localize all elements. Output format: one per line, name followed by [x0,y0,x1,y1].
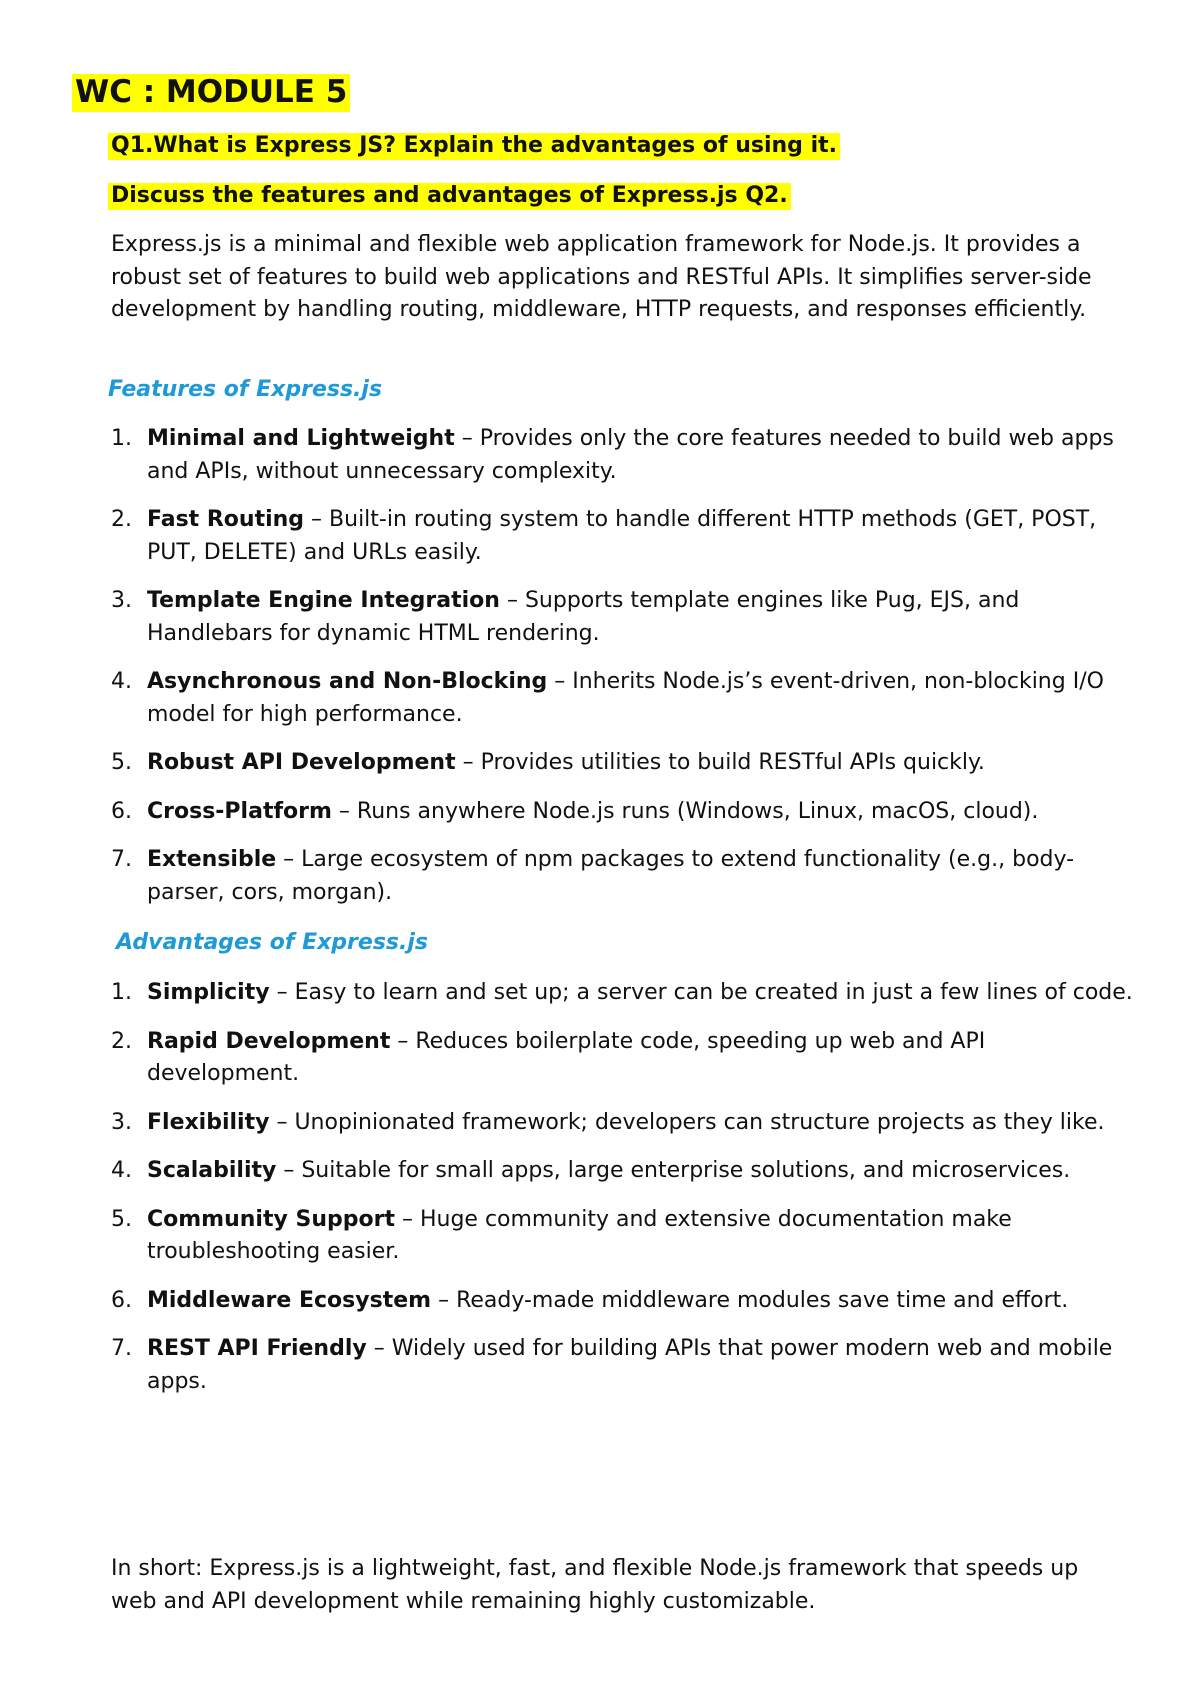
list-number: 6. [111,1287,132,1313]
list-number: 1. [111,980,132,1005]
list-number: 2. [111,507,132,532]
list-number: 4. [111,669,132,694]
feature-description: – Built-in routing system to handle different HTTP methods (GET, POST, PUT, DELETE) and URLs easily. [147,507,1097,565]
advantage-term: Simplicity [147,980,270,1005]
advantage-item [0,1155,1137,1188]
list-number: 3. [111,588,132,613]
list-number: 7. [111,1336,132,1361]
question-1-text: Q1.What is Express JS? Explain the advantages of using it. [108,133,840,160]
feature-term: Robust API Development [147,750,456,775]
advantage-term: REST API Friendly [147,1336,367,1361]
advantage-description: – Widely used for building APIs that power modern web and mobile apps. [147,1336,1113,1394]
list-number: 4. [111,1158,132,1183]
advantage-term: Community Support [147,1206,395,1232]
advantage-item [0,977,1137,1010]
feature-term: Fast Routing [147,507,305,532]
list-number: 5. [111,1206,132,1232]
list-number: 3. [111,1109,132,1135]
question-2-text: Discuss the features and advantages of Express.js Q2. [108,183,791,210]
feature-item [0,585,1137,650]
advantages-list [0,977,1200,1414]
advantage-term: Flexibility [147,1109,270,1135]
advantage-description: – Ready-made middleware modules save time and effort. [431,1287,1069,1313]
advantage-term: Rapid Development [147,1028,391,1054]
advantage-item [0,1026,1137,1091]
feature-description: – Supports template engines like Pug, EJS, and Handlebars for dynamic HTML rendering. [147,588,1020,646]
feature-item [0,666,1137,731]
features-heading: Features of Express.js [108,377,383,402]
feature-description: – Provides utilities to build RESTful APIs quickly. [455,750,985,775]
advantage-description: – Reduces boilerplate code, speeding up web and API development. [147,1028,986,1086]
feature-item [0,423,1137,488]
feature-description: – Runs anywhere Node.js runs (Windows, Linux, macOS, cloud). [331,798,1039,824]
document-title [72,72,350,112]
question-1 [108,131,840,161]
feature-term: Minimal and Lightweight [147,426,455,451]
feature-item [0,747,1137,780]
list-number: 7. [111,847,132,872]
feature-description: – Inherits Node.js’s event-driven, non-blocking I/O model for high performance. [147,669,1104,727]
advantage-item [0,1333,1137,1398]
feature-term: Extensible [147,847,277,872]
feature-description: – Large ecosystem of npm packages to extend functionality (e.g., body-parser, cors, morgan). [147,847,1075,905]
feature-item [0,504,1137,569]
list-number: 5. [111,750,132,775]
advantage-item [0,1285,1137,1318]
advantage-term: Middleware Ecosystem [147,1287,432,1313]
feature-item [0,796,1137,829]
advantage-description: – Huge community and extensive documentation make troubleshooting easier. [147,1206,1012,1264]
feature-item [0,844,1137,909]
advantage-description: – Easy to learn and set up; a server can be created in just a few lines of code. [269,980,1133,1005]
feature-term: Template Engine Integration [147,588,500,613]
feature-description: – Provides only the core features needed to build web apps and APIs, without unnecessary complexity. [147,426,1114,484]
list-number: 2. [111,1028,132,1054]
advantage-description: – Unopinionated framework; developers can structure projects as they like. [269,1109,1105,1135]
intro-paragraph: Express.js is a minimal and flexible web application framework for Node.js. It provides a robust set of features to build web applications and RESTful APIs. It simplifies server-side development by handling routing, middleware, HTTP requests, and responses efficiently. [111,232,1092,322]
list-number: 6. [111,798,132,824]
features-list [0,423,1200,925]
advantages-heading: Advantages of Express.js [116,930,428,955]
advantage-description: – Suitable for small apps, large enterprise solutions, and microservices. [276,1158,1071,1183]
question-2 [108,181,791,211]
advantage-item [0,1204,1137,1269]
feature-term: Asynchronous and Non-Blocking [147,669,548,694]
summary-paragraph: In short: Express.js is a lightweight, fast, and flexible Node.js framework that speeds up web and API development while remaining highly customizable. [111,1556,1079,1614]
document-title-text: WC : MODULE 5 [72,74,350,112]
advantage-term: Scalability [147,1158,277,1183]
list-number: 1. [111,426,132,451]
feature-term: Cross-Platform [147,798,332,824]
advantage-item [0,1107,1137,1140]
